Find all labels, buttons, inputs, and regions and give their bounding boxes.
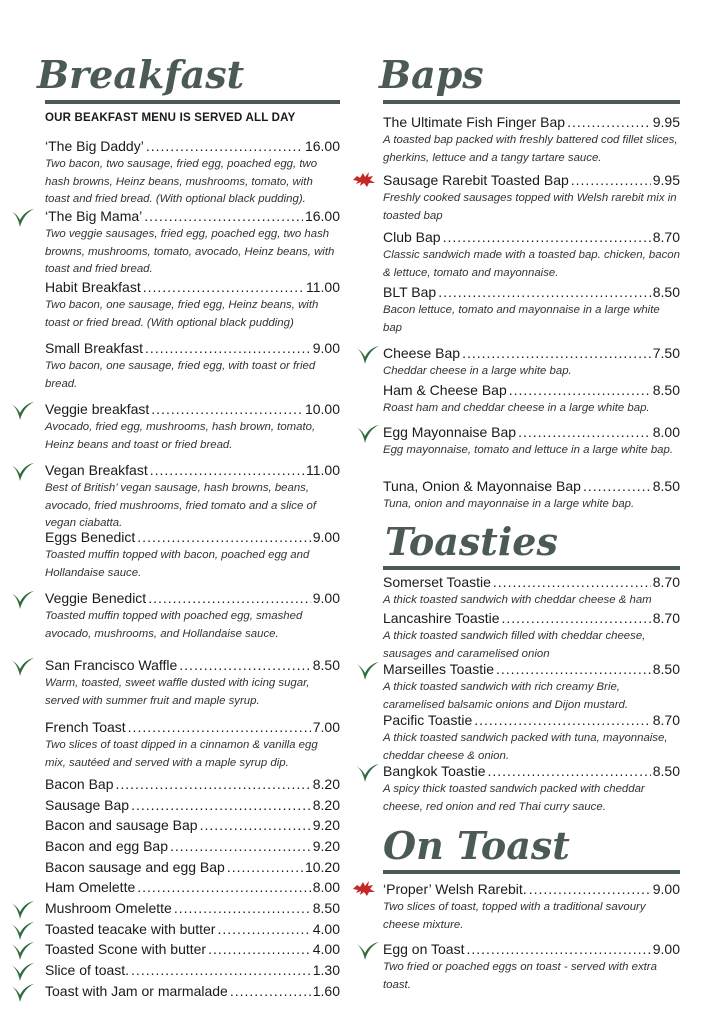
menu-item-line — [45, 461, 340, 480]
menu-item — [45, 878, 340, 897]
menu-item-description: Roast ham and cheddar cheese in a large white bap. — [383, 402, 650, 414]
menu-item-name: Vegan Breakfast — [45, 462, 148, 478]
menu-item — [45, 982, 340, 1001]
menu-item — [45, 589, 340, 643]
dot-leader — [144, 207, 303, 226]
menu-item-line — [45, 207, 340, 226]
menu-item — [383, 880, 680, 934]
dot-leader — [462, 344, 651, 363]
menu-item-name: Lancashire Toastie — [383, 610, 500, 626]
menu-item-description: Avocado, fried egg, mushrooms, hash brown, tomato, Heinz beans and toast or fried bread. — [45, 421, 316, 451]
menu-item — [383, 423, 680, 460]
menu-item — [45, 718, 340, 772]
dot-leader — [529, 880, 651, 899]
menu-item-name: Toast with Jam or marmalade — [45, 983, 228, 999]
dot-leader — [567, 113, 651, 132]
menu-item-price: 9.00 — [312, 590, 340, 606]
menu-item-price: 8.20 — [312, 797, 340, 813]
menu-item — [45, 796, 340, 815]
menu-item — [45, 837, 340, 856]
dot-leader — [443, 228, 651, 247]
menu-item-price: 8.20 — [312, 776, 340, 792]
breakfast-rule — [45, 100, 340, 104]
menu-item-description: Two bacon, one sausage, fried egg, with toast or fried bread. — [45, 360, 316, 390]
leaf-icon — [9, 207, 35, 229]
menu-item-price: 7.00 — [312, 719, 340, 735]
dot-leader — [150, 461, 304, 480]
menu-item — [45, 207, 340, 279]
menu-item-line — [383, 940, 680, 959]
menu-item-name: Mushroom Omelette — [45, 900, 172, 916]
menu-item — [383, 228, 680, 282]
menu-item-price: 9.00 — [312, 340, 340, 356]
dot-leader — [208, 940, 311, 959]
menu-item-price: 4.00 — [312, 941, 340, 957]
menu-item — [383, 609, 680, 663]
menu-item-name: Sausage Bap — [45, 797, 130, 813]
toasties-rule — [383, 566, 680, 570]
menu-item — [383, 381, 680, 418]
menu-item-price: 11.00 — [306, 462, 340, 478]
dot-leader — [200, 816, 311, 835]
dot-leader — [509, 381, 651, 400]
menu-item-line — [45, 878, 340, 897]
menu-item-price: 9.20 — [312, 817, 340, 833]
on-toast-title: On Toast — [383, 823, 570, 868]
menu-item-line — [45, 775, 340, 794]
menu-item-line — [45, 796, 340, 815]
menu-item-line — [45, 899, 340, 918]
menu-item-price: 8.00 — [652, 424, 680, 440]
menu-item-price: 9.00 — [652, 941, 680, 957]
menu-item-line — [45, 920, 340, 939]
menu-item-price: 4.00 — [312, 921, 340, 937]
menu-item-line — [45, 528, 340, 547]
menu-item-description: Warm, toasted, sweet waffle dusted with icing sugar, served with summer fruit and maple syrup. — [45, 677, 310, 707]
leaf-icon — [354, 423, 380, 445]
menu-item-line — [383, 381, 680, 400]
breakfast-title: Breakfast — [37, 52, 245, 97]
dot-leader — [466, 940, 650, 959]
menu-item-description: Toasted muffin topped with poached egg, smashed avocado, mushrooms, and Hollandaise sauce. — [45, 610, 303, 640]
menu-item — [383, 477, 680, 514]
menu-item-name: ‘The Big Mama’ — [45, 208, 143, 224]
dot-leader — [518, 423, 651, 442]
menu-item-line — [45, 339, 340, 358]
welsh-dragon-icon — [351, 877, 377, 899]
menu-item — [45, 528, 340, 582]
menu-item-line — [45, 589, 340, 608]
menu-item — [45, 961, 340, 980]
dot-leader — [137, 528, 310, 547]
dot-leader — [179, 656, 310, 675]
menu-item-price: 9.00 — [312, 529, 340, 545]
menu-item-name: Toasted teacake with butter — [45, 921, 216, 937]
menu-item — [383, 762, 680, 816]
menu-item-price: 8.50 — [312, 900, 340, 916]
menu-item-price: 9.95 — [652, 172, 680, 188]
leaf-icon — [354, 762, 380, 784]
menu-item-price: 10.00 — [304, 401, 340, 417]
leaf-icon — [9, 461, 35, 483]
menu-item-price: 8.00 — [312, 879, 340, 895]
menu-item-price: 1.30 — [312, 962, 340, 978]
leaf-icon — [9, 982, 35, 1004]
menu-item-price: 8.70 — [652, 574, 680, 590]
menu-item-price: 10.20 — [304, 859, 340, 875]
menu-item-description: A thick toasted sandwich with cheddar cheese & ham — [383, 594, 652, 606]
dot-leader — [116, 775, 311, 794]
menu-item-description: Two fried or poached eggs on toast - served with extra toast. — [383, 961, 657, 991]
dot-leader — [145, 339, 311, 358]
menu-item-line — [45, 718, 340, 737]
dot-leader — [438, 283, 651, 302]
menu-item-line — [383, 344, 680, 363]
leaf-icon — [9, 961, 35, 983]
menu-item-name: Tuna, Onion & Mayonnaise Bap — [383, 478, 581, 494]
menu-item-description: Egg mayonnaise, tomato and lettuce in a large white bap. — [383, 444, 674, 456]
menu-item-name: Slice of toast. — [45, 962, 130, 978]
menu-item-line — [383, 573, 680, 592]
menu-item — [45, 858, 340, 877]
menu-item — [45, 816, 340, 835]
menu-item-description: Two bacon, two sausage, fried egg, poached egg, two hash browns, Heinz beans, mushrooms, tomato, with toast and fried bread. (With optional black pudding). — [45, 158, 318, 205]
menu-item-name: Veggie Benedict — [45, 590, 147, 606]
menu-item-description: Bacon lettuce, tomato and mayonnaise in a large white bap — [383, 304, 660, 334]
menu-item-name: Ham & Cheese Bap — [383, 382, 507, 398]
menu-item-price: 8.50 — [652, 661, 680, 677]
menu-item-name: Club Bap — [383, 229, 441, 245]
dot-leader — [583, 477, 651, 496]
menu-item-name: The Ultimate Fish Finger Bap — [383, 114, 566, 130]
menu-item-line — [45, 858, 340, 877]
menu-item-name: Bacon and egg Bap — [45, 838, 168, 854]
menu-item-price: 11.00 — [306, 279, 340, 295]
leaf-icon — [9, 920, 35, 942]
menu-item-line — [383, 711, 680, 730]
menu-item-line — [45, 837, 340, 856]
menu-item — [383, 940, 680, 994]
menu-item-line — [383, 283, 680, 302]
menu-item-description: Two veggie sausages, fried egg, poached egg, two hash browns, mushrooms, tomato, avocado, Heinz beans, with toast and fried bread. — [45, 228, 335, 275]
menu-item-name: Egg Mayonnaise Bap — [383, 424, 517, 440]
dot-leader — [174, 899, 311, 918]
menu-item-line — [45, 278, 340, 297]
menu-item-price: 1.60 — [312, 983, 340, 999]
dot-leader — [501, 609, 650, 628]
menu-item-line — [383, 762, 680, 781]
menu-item-line — [383, 423, 680, 442]
menu-item-price: 8.70 — [652, 229, 680, 245]
dot-leader — [496, 660, 651, 679]
menu-item — [383, 171, 680, 225]
dot-leader — [227, 858, 303, 877]
menu-item-name: Habit Breakfast — [45, 279, 141, 295]
menu-item — [45, 920, 340, 939]
menu-item-description: Tuna, onion and mayonnaise in a large white bap. — [383, 498, 635, 510]
leaf-icon — [354, 940, 380, 962]
dot-leader — [474, 711, 651, 730]
menu-item-description: Best of British’ vegan sausage, hash browns, beans, avocado, fried mushrooms, fried tomato and a slice of vegan ciabatta. — [45, 482, 316, 529]
dot-leader — [131, 961, 311, 980]
menu-item — [45, 278, 340, 332]
menu-item-price: 8.50 — [652, 478, 680, 494]
menu-item-price: 8.50 — [652, 284, 680, 300]
dot-leader — [146, 137, 303, 156]
menu-item-description: A thick toasted sandwich with rich creamy Brie, caramelised balsamic onions and Dijon mustard. — [383, 681, 629, 711]
leaf-icon — [9, 589, 35, 611]
dot-leader — [170, 837, 311, 856]
menu-item-line — [383, 477, 680, 496]
menu-item-price: 9.95 — [652, 114, 680, 130]
menu-item-name: BLT Bap — [383, 284, 437, 300]
menu-item-price: 8.50 — [652, 382, 680, 398]
baps-rule — [383, 100, 680, 104]
menu-item — [45, 899, 340, 918]
menu-item-price: 8.70 — [652, 712, 680, 728]
menu-item — [383, 113, 680, 167]
menu-item-name: San Francisco Waffle — [45, 657, 178, 673]
menu-item-name: Veggie breakfast — [45, 401, 150, 417]
menu-item-name: ‘Proper’ Welsh Rarebit. — [383, 881, 527, 897]
on-toast-rule — [383, 870, 680, 874]
menu-item — [45, 775, 340, 794]
menu-item-name: ‘The Big Daddy’ — [45, 138, 144, 154]
menu-item-name: Eggs Benedict — [45, 529, 136, 545]
menu-item-name: Bacon sausage and egg Bap — [45, 859, 225, 875]
dot-leader — [151, 400, 303, 419]
menu-item-description: Two slices of toast, topped with a traditional savoury cheese mixture. — [383, 901, 646, 931]
dot-leader — [571, 171, 651, 190]
menu-item — [45, 339, 340, 393]
dot-leader — [217, 920, 310, 939]
leaf-icon — [9, 940, 35, 962]
menu-item-description: A thick toasted sandwich filled with cheddar cheese, sausages and caramelised onion — [383, 630, 646, 660]
menu-item — [383, 344, 680, 381]
menu-item-price: 9.20 — [312, 838, 340, 854]
menu-item-line — [45, 400, 340, 419]
menu-item-name: Bacon Bap — [45, 776, 114, 792]
menu-item-description: Cheddar cheese in a large white bap. — [383, 365, 572, 377]
breakfast-subtitle: OUR BEAKFAST MENU IS SERVED ALL DAY — [45, 112, 296, 124]
baps-title: Baps — [379, 52, 484, 97]
dot-leader — [487, 762, 650, 781]
menu-item-name: Bacon and sausage Bap — [45, 817, 198, 833]
leaf-icon — [354, 344, 380, 366]
menu-item-line — [45, 982, 340, 1001]
dot-leader — [137, 878, 311, 897]
dot-leader — [148, 589, 311, 608]
menu-item — [45, 400, 340, 454]
menu-item-description: Classic sandwich made with a toasted bap. chicken, bacon & lettuce, tomato and mayonnaise. — [383, 249, 680, 279]
menu-item-line — [45, 940, 340, 959]
menu-item — [45, 656, 340, 710]
menu-item-price: 8.50 — [652, 763, 680, 779]
menu-item-line — [45, 961, 340, 980]
menu-item-name: French Toast — [45, 719, 126, 735]
dot-leader — [143, 278, 304, 297]
menu-item-description: A toasted bap packed with freshly battered cod fillet slices, gherkins, lettuce and a tangy tartare sauce. — [383, 134, 678, 164]
menu-item-description: Two slices of toast dipped in a cinnamon & vanilla egg mix, sautéed and served with a maple syrup dip. — [45, 739, 318, 769]
menu-item-name: Pacific Toastie — [383, 712, 473, 728]
dot-leader — [131, 796, 311, 815]
menu-item-description: A spicy thick toasted sandwich packed with cheddar cheese, red onion and red Thai curry sauce. — [383, 783, 645, 813]
menu-item-price: 8.50 — [312, 657, 340, 673]
leaf-icon — [9, 656, 35, 678]
menu-item-name: Ham Omelette — [45, 879, 136, 895]
menu-item-line — [383, 113, 680, 132]
menu-item-name: Cheese Bap — [383, 345, 461, 361]
menu-item-line — [45, 656, 340, 675]
menu-item-line — [383, 228, 680, 247]
menu-item-price: 16.00 — [304, 208, 340, 224]
toasties-title: Toasties — [385, 519, 558, 564]
menu-item — [383, 711, 680, 765]
menu-item — [383, 283, 680, 337]
menu-item — [45, 461, 340, 533]
menu-item-line — [383, 660, 680, 679]
menu-item — [45, 137, 340, 209]
menu-item-name: Marseilles Toastie — [383, 661, 495, 677]
dot-leader — [493, 573, 651, 592]
leaf-icon — [354, 660, 380, 682]
menu-item-price: 7.50 — [652, 345, 680, 361]
menu-item-name: Sausage Rarebit Toasted Bap — [383, 172, 569, 188]
menu-item-line — [45, 137, 340, 156]
menu-item-line — [383, 880, 680, 899]
menu-item — [383, 660, 680, 714]
menu-item-line — [45, 816, 340, 835]
menu-item-name: Bangkok Toastie — [383, 763, 486, 779]
menu-item-description: Freshly cooked sausages topped with Welsh rarebit mix in toasted bap — [383, 192, 677, 222]
menu-item-description: Two bacon, one sausage, fried egg, Heinz beans, with toast or fried bread. (With optional black pudding) — [45, 299, 319, 329]
menu-item-price: 16.00 — [304, 138, 340, 154]
dot-leader — [230, 982, 311, 1001]
leaf-icon — [9, 899, 35, 921]
menu-item-name: Egg on Toast — [383, 941, 465, 957]
menu-item-name: Small Breakfast — [45, 340, 144, 356]
menu-item-line — [383, 609, 680, 628]
welsh-dragon-icon — [351, 168, 377, 190]
menu-item-price: 8.70 — [652, 610, 680, 626]
dot-leader — [128, 718, 311, 737]
menu-item-description: A thick toasted sandwich packed with tuna, mayonnaise, cheddar cheese & onion. — [383, 732, 668, 762]
menu-item-line — [383, 171, 680, 190]
menu-item-price: 9.00 — [652, 881, 680, 897]
menu-item-name: Somerset Toastie — [383, 574, 491, 590]
leaf-icon — [9, 400, 35, 422]
menu-item — [45, 940, 340, 959]
menu-item — [383, 573, 680, 610]
menu-item-description: Toasted muffin topped with bacon, poached egg and Hollandaise sauce. — [45, 549, 310, 579]
menu-item-name: Toasted Scone with butter — [45, 941, 207, 957]
